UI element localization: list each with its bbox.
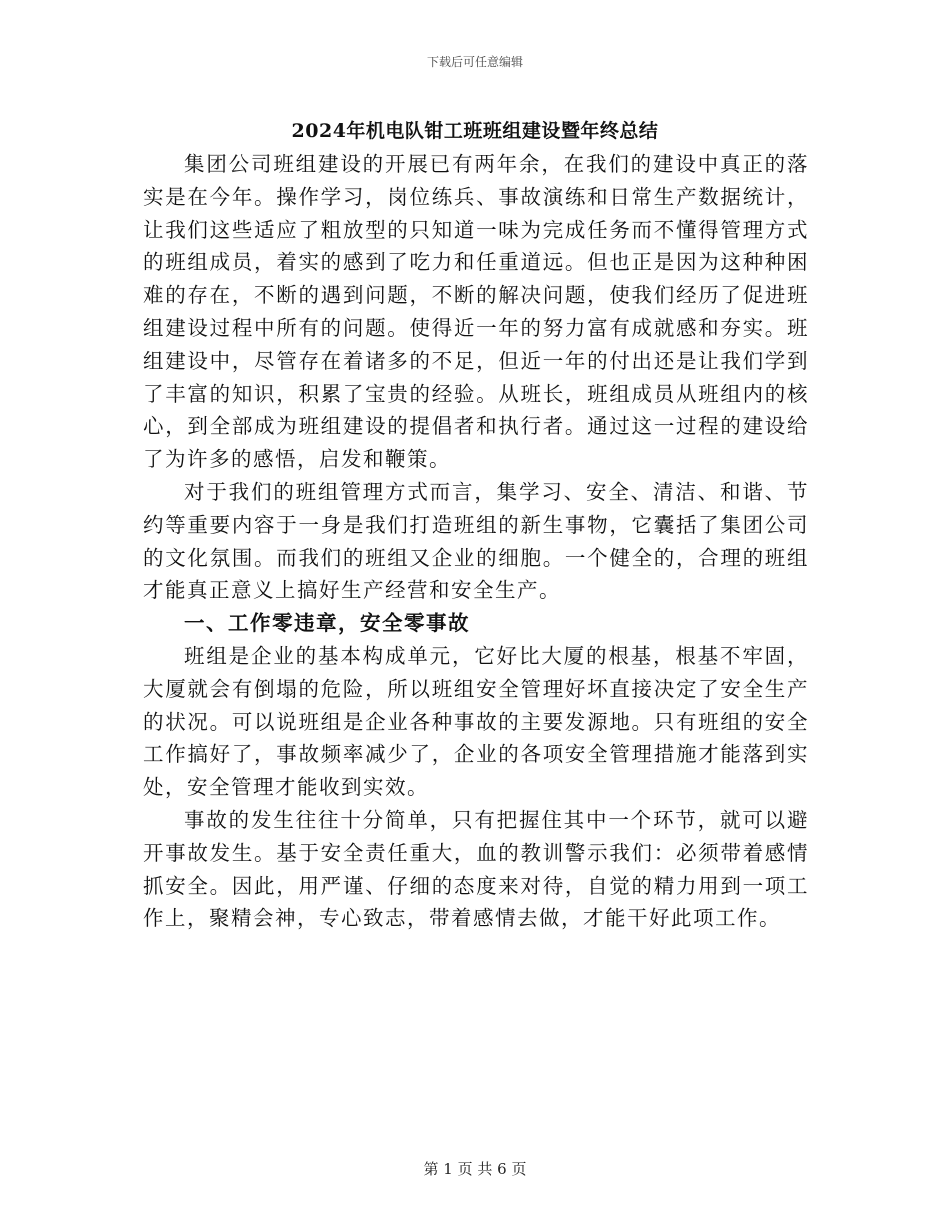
section-heading-safety: 一、工作零违章，安全零事故 [184,611,470,636]
paragraph-safety-foundation: 班组是企业的基本构成单元，它好比大厦的根基，根基不牢固，大厦就会有倒塌的危险，所以班组安全管理好坏直接决定了安全生产的状况。可以说班组是企业各种事故的主要发源地。只有班组的安全工作搞好了，事故频率减少了，企业的各项安全管理措施才能落到实处，安全管理才能收到实效。 [143,643,809,800]
document-title: 2024年机电队钳工班班组建设暨年终总结 [291,120,659,142]
document-body [143,148,809,935]
paragraph-accident-prevention: 事故的发生往往十分简单，只有把握住其中一个环节，就可以避开事故发生。基于安全责任重大，血的教训警示我们：必须带着感情抓安全。因此，用严谨、仔细的态度来对待，自觉的精力用到一项工作上，聚精会神，专心致志，带着感情去做，才能干好此项工作。 [143,807,809,931]
page-header-note: 下载后可任意编辑 [426,55,523,69]
paragraph-intro: 集团公司班组建设的开展已有两年余，在我们的建设中真正的落实是在今年。操作学习，岗位练兵、事故演练和日常生产数据统计，让我们这些适应了粗放型的只知道一味为完成任务而不懂得管理方式的班组成员，着实的感到了吃力和任重道远。但也正是因为这种种困难的存在，不断的遇到问题，不断的解决问题，使我们经历了促进班组建设过程中所有的问题。使得近一年的努力富有成就感和夯实。班组建设中，尽管存在着诸多的不足，但近一年的付出还是让我们学到了丰富的知识，积累了宝贵的经验。从班长，班组成员从班组内的核心，到全部成为班组建设的提倡者和执行者。通过这一过程的建设给了为许多的感悟，启发和鞭策。 [143,152,809,472]
paragraph-management: 对于我们的班组管理方式而言，集学习、安全、清洁、和谐、节约等重要内容于一身是我们打造班组的新生事物，它囊括了集团公司的文化氛围。而我们的班组又企业的细胞。一个健全的，合理的班组才能真正意义上搞好生产经营和安全生产。 [143,479,809,603]
page-footer-number: 第 1 页 共 6 页 [423,1160,527,1178]
